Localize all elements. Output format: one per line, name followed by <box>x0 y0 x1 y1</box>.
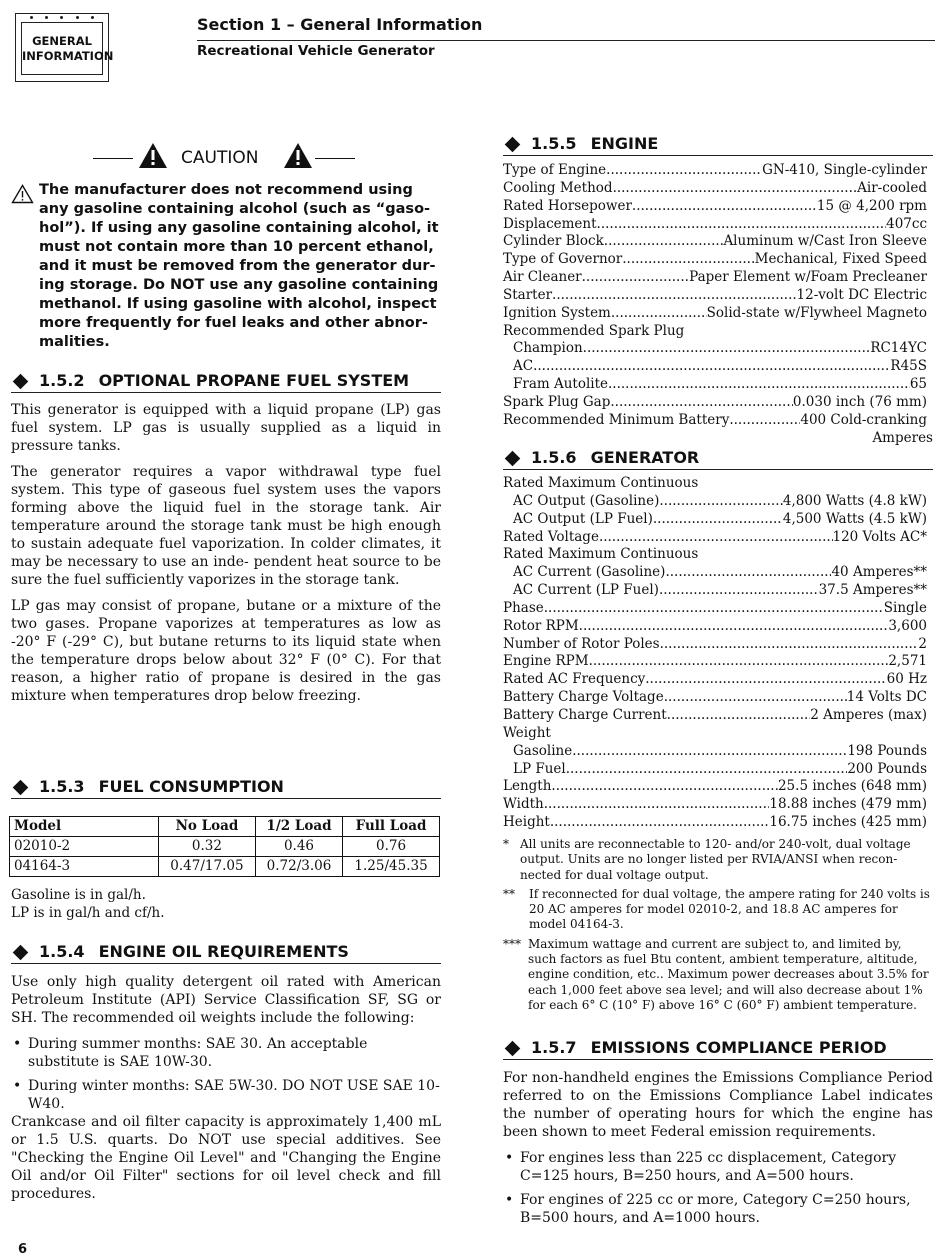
spec-row: Battery Charge Current ..... 2 Amperes (max) <box>503 707 927 725</box>
list-item: • For engines of 225 cc or more, Category C=250 hours, B=500 hours, and A=1000 hours. <box>503 1191 933 1227</box>
diamond-bullet-icon <box>13 779 29 795</box>
table-cell: 02010-2 <box>10 837 159 857</box>
diamond-bullet-icon <box>505 136 521 152</box>
lp-units-note: LP is in gal/h and cf/h. <box>11 905 165 921</box>
tab-label-line1: GENERAL <box>32 33 92 48</box>
table-header-cell: Full Load <box>343 817 440 837</box>
table-row <box>10 857 440 877</box>
spec-row: Rated AC Frequency ..... 60 Hz <box>503 671 927 689</box>
diamond-bullet-icon <box>505 1040 521 1056</box>
spec-row: Cooling Method ..... Air-cooled <box>503 180 927 198</box>
propane-paragraph-3: LP gas may consist of propane, butane or a mixture of the two gases. Propane vaporizes at temperatures as low as -20° F (-29° C), but butane returns to its liquid state when the temperature drops below about 32° F (0° C). For that reason, a higher ratio of propane is desired in the gas mixture when temperatures drop below freezing. <box>11 598 441 704</box>
section-number: 1.5.2 <box>39 371 85 390</box>
table-cell: 04164-3 <box>10 857 159 877</box>
spec-row: AC Output (Gasoline) ..... 4,800 Watts (4.8 kW) <box>503 493 927 511</box>
section-number: 1.5.5 <box>531 134 577 153</box>
emissions-body <box>503 1069 933 1227</box>
diamond-bullet-icon <box>13 373 29 389</box>
spec-row: Cylinder Block ..... Aluminum w/Cast Iron Sleeve <box>503 233 927 251</box>
caution-text: The manufacturer does not recommend using any gasoline containing alcohol (such as “gaso- hol”). If using any gasoline containing alcohol, it must not contain more than 10 percent ethanol, and it must be removed from the generator dur- ing storage. Do NOT use any gasoline containing methanol. If using gasoline with alcohol, inspect more frequently for fuel leaks and other abnor- malities. <box>39 182 439 350</box>
caution-rule-right <box>315 158 355 159</box>
warning-triangle-icon <box>138 142 168 169</box>
table-cell: 0.32 <box>159 837 256 857</box>
section-heading-generator <box>503 448 933 470</box>
list-item: • During winter months: SAE 5W-30. DO NOT USE SAE 10-W40. <box>11 1077 441 1113</box>
table-cell: 0.76 <box>343 837 440 857</box>
table-header-cell: No Load <box>159 817 256 837</box>
tab-binding-holes <box>16 16 108 19</box>
footnote: * All units are reconnectable to 120- and/or 240-volt, dual voltage output. Units are no longer listed per RVIA/ANSI when recon- nected for dual voltage output. <box>503 837 911 882</box>
spec-row: LP Fuel ..... 200 Pounds <box>503 761 927 779</box>
spec-row: AC ..... R45S <box>503 358 927 376</box>
spec-row: Fram Autolite ..... 65 <box>503 376 927 394</box>
section-title-text: GENERATOR <box>590 448 700 467</box>
diamond-bullet-icon <box>13 944 29 960</box>
section-title-text: FUEL CONSUMPTION <box>98 777 284 796</box>
spec-row: Starter ..... 12-volt DC Electric <box>503 287 927 305</box>
caution-rule-left <box>93 158 133 159</box>
section-heading-propane <box>11 371 441 393</box>
engine-oil-paragraph-2: Crankcase and oil filter capacity is approximately 1,400 mL or 1.5 U.S. quarts. Do NOT use special additives. See "Checking the Engine Oil Level" and "Changing the Engine Oil and/or Oil Filter" sections for oil level check and fill procedures. <box>11 1114 441 1202</box>
section-number: 1.5.7 <box>531 1038 577 1057</box>
table-header-cell: Model <box>10 817 159 837</box>
section-number: 1.5.3 <box>39 777 85 796</box>
table-cell: 0.47/17.05 <box>159 857 256 877</box>
spec-row: Gasoline ..... 198 Pounds <box>503 743 927 761</box>
table-cell: 0.72/3.06 <box>255 857 342 877</box>
spec-row: Rotor RPM ..... 3,600 <box>503 618 927 636</box>
engine-oil-body <box>11 973 441 1203</box>
generator-spec-list <box>503 475 927 832</box>
section-number: 1.5.4 <box>39 942 85 961</box>
spec-row: Phase ..... Single <box>503 600 927 618</box>
section-subtitle: Recreational Vehicle Generator <box>197 43 435 59</box>
spec-row: Engine RPM ..... 2,571 <box>503 653 927 671</box>
weight-label: Weight <box>503 724 551 741</box>
section-heading-emissions <box>503 1038 933 1060</box>
footnote: *** Maximum wattage and current are subject to, and limited by, such factors as fuel Btu content, ambient temperature, altitude, engine condition, etc.. Maximum power decreases about 3.5% for each 1,000 feet above sea level; and will also decrease about 1% for each 6° C (10° F) above 16° C (60° F) ambient temperature. <box>503 936 929 1012</box>
fuel-consumption-table <box>9 816 440 877</box>
section-title-text: ENGINE <box>590 134 659 153</box>
spec-row: Type of Engine ..... GN-410, Single-cylinder <box>503 162 927 180</box>
section-title-text: ENGINE OIL REQUIREMENTS <box>98 942 349 961</box>
engine-oil-paragraph-1: Use only high quality detergent oil rated with American Petroleum Institute (API) Service Classification SF, SG or SH. The recommended oil weights include the following: <box>11 974 441 1026</box>
spec-row: Battery Charge Voltage ..... 14 Volts DC <box>503 689 927 707</box>
list-item: • During summer months: SAE 30. An acceptable substitute is SAE 10W-30. <box>11 1035 441 1071</box>
section-title: Section 1 – General Information <box>197 15 483 34</box>
caution-outline-triangle-icon <box>11 184 34 204</box>
section-number: 1.5.6 <box>531 448 577 467</box>
propane-paragraph-1: This generator is equipped with a liquid propane (LP) gas fuel system. LP gas is usually supplied as a liquid in pressure tanks. <box>11 402 441 454</box>
general-information-tab <box>15 13 114 82</box>
spec-row: Displacement ..... 407cc <box>503 216 927 234</box>
spec-row: Rated Horsepower ..... 15 @ 4,200 rpm <box>503 198 927 216</box>
propane-paragraph-2: The generator requires a vapor withdrawal type fuel system. This type of gaseous fuel system uses the vapors forming above the liquid fuel in the storage tank. Air temperature around the storage tank must be high enough to sustain adequate fuel vaporization. In colder climates, it may be necessary to use an inde- pendent heat source to be sure the fuel sufficiently vaporizes in the storage tank. <box>11 464 441 588</box>
tab-label-line2: INFORMATION <box>22 48 114 63</box>
header-rule <box>197 40 935 41</box>
caution-label: CAUTION <box>181 148 259 168</box>
footnote: ** If reconnected for dual voltage, the ampere rating for 240 volts is 20 AC amperes for model 02010-2, and 18.8 AC amperes for model 04164-3. <box>503 886 930 932</box>
diamond-bullet-icon <box>505 450 521 466</box>
fuel-units-notes <box>11 886 441 922</box>
spec-row: Width ..... 18.88 inches (479 mm) <box>503 796 927 814</box>
spec-row: Champion ..... RC14YC <box>503 340 927 358</box>
table-cell: 0.46 <box>255 837 342 857</box>
caution-heading <box>93 145 355 171</box>
section-title-text: OPTIONAL PROPANE FUEL SYSTEM <box>98 371 410 390</box>
emissions-paragraph: For non-handheld engines the Emissions Compliance Period referred to on the Emissions Compliance Label indicates the number of operating hours for which the engine has been shown to meet Federal emission requirements. <box>503 1070 933 1140</box>
rated-max-continuous-label: Rated Maximum Continuous <box>503 546 699 563</box>
spec-row: Recommended Minimum Battery ..... 400 Cold-cranking <box>503 412 927 430</box>
spec-row: AC Current (LP Fuel) ..... 37.5 Amperes** <box>503 582 927 600</box>
page-number: 6 <box>18 1242 28 1257</box>
gasoline-units-note: Gasoline is in gal/h. <box>11 887 146 903</box>
warning-triangle-icon <box>283 142 313 169</box>
spec-row: Height ..... 16.75 inches (425 mm) <box>503 814 927 832</box>
spec-row: AC Current (Gasoline) ..... 40 Amperes** <box>503 564 927 582</box>
spec-row: Number of Rotor Poles ..... 2 <box>503 636 927 654</box>
table-row <box>10 837 440 857</box>
propane-body <box>11 401 441 705</box>
table-cell: 1.25/45.35 <box>343 857 440 877</box>
generator-footnotes <box>503 837 931 1017</box>
spec-row: Ignition System ..... Solid-state w/Flywheel Magneto <box>503 305 927 323</box>
list-item: • For engines less than 225 cc displacement, Category C=125 hours, B=250 hours, and A=500 hours. <box>503 1149 933 1185</box>
spec-row: Length ..... 25.5 inches (648 mm) <box>503 778 927 796</box>
rated-max-continuous-label: Rated Maximum Continuous <box>503 475 699 491</box>
section-title-text: EMISSIONS COMPLIANCE PERIOD <box>590 1038 887 1057</box>
spec-row: Spark Plug Gap ..... 0.030 inch (76 mm) <box>503 394 927 412</box>
section-heading-engine <box>503 134 933 156</box>
section-heading-fuel-consumption <box>11 777 441 799</box>
spec-row: Type of Governor ..... Mechanical, Fixed Speed <box>503 251 927 269</box>
spec-row: AC Output (LP Fuel) ..... 4,500 Watts (4.5 kW) <box>503 511 927 529</box>
table-header-cell: 1/2 Load <box>255 817 342 837</box>
spark-plug-label: Recommended Spark Plug <box>503 322 685 339</box>
engine-spec-list <box>503 162 933 448</box>
table-header-row <box>10 817 440 837</box>
section-heading-engine-oil <box>11 942 441 964</box>
spec-row: Rated Voltage ..... 120 Volts AC* <box>503 529 927 547</box>
battery-continuation: Amperes <box>872 429 933 446</box>
spec-row: Air Cleaner ..... Paper Element w/Foam Precleaner <box>503 269 927 287</box>
oil-weight-list <box>11 1035 441 1113</box>
emissions-category-list <box>503 1149 933 1227</box>
